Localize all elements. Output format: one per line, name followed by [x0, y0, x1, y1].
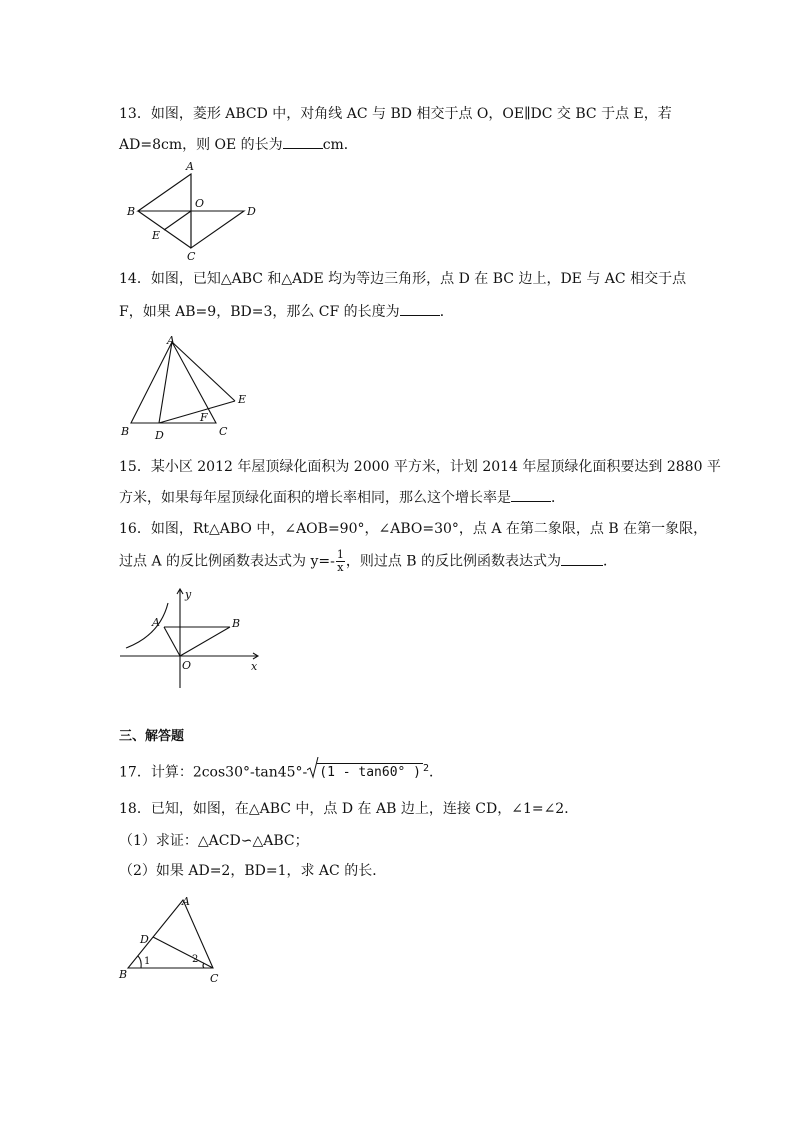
label-x: x	[251, 660, 258, 673]
label-b: B	[232, 617, 241, 630]
q16-line2-text: 过点 A 的反比例函数表达式为 y=-	[119, 553, 335, 570]
label-c: C	[219, 425, 228, 438]
q18-part1: （1）求证：△ACD∽△ABC；	[119, 833, 309, 849]
q14-line2-text: F，如果 AB=9，BD=3，那么 CF 的长度为	[119, 304, 400, 320]
q16-line2-mid: ，则过点 B 的反比例函数表达式为	[345, 553, 562, 570]
q16-line2	[119, 549, 617, 574]
q13-line2-text: AD=8cm，则 OE 的长为	[119, 137, 283, 153]
q16-fraction: $\frac{1}{x}$	[336, 548, 344, 574]
section-heading: 三、解答题	[119, 729, 185, 744]
q13-line2	[119, 135, 358, 154]
q16-line1: 16．如图，Rt△ABO 中，∠AOB=90°，∠ABO=30°，点 A 在第二象限，点 B 在第一象限，	[119, 521, 708, 537]
label-f: F	[200, 411, 208, 424]
q14-answer-blank	[400, 302, 440, 316]
label-b: B	[121, 425, 130, 438]
label-d: D	[140, 933, 149, 946]
q15-answer-blank	[511, 488, 551, 502]
q14-triangles-figure	[118, 333, 268, 443]
label-a: A	[167, 334, 175, 347]
q16-answer-blank	[561, 552, 603, 566]
label-b: B	[119, 968, 128, 981]
label-angle-2: 2	[192, 954, 199, 965]
q14-line2	[119, 302, 454, 321]
q14-line1: 14．如图，已知△ABC 和△ADE 均为等边三角形，点 D 在 BC 边上，DE 与 AC 相交于点	[119, 271, 687, 287]
label-a: A	[152, 616, 160, 629]
q17-sqrt: (1 - tan60° ) $^2$	[307, 760, 429, 782]
label-d: D	[247, 205, 256, 218]
label-d: D	[155, 429, 164, 442]
q18-triangle-figure	[116, 892, 231, 987]
label-a: A	[186, 160, 194, 173]
q15-line2-end: ．	[551, 490, 565, 506]
angle-1-arc	[138, 956, 141, 968]
label-b: B	[127, 205, 136, 218]
q17-text: 17．计算：2cos30°-tan45°-	[119, 764, 308, 781]
angle-2-arc	[203, 963, 204, 968]
q18-part2: （2）如果 AD=2，BD=1，求 AC 的长．	[119, 863, 387, 879]
segment-ao	[164, 627, 180, 656]
segment-ob	[180, 627, 230, 656]
segment-de	[159, 401, 235, 423]
segment-ae	[172, 342, 235, 401]
hyperbola-branch	[126, 603, 168, 648]
label-c: C	[210, 972, 219, 985]
q15-line1: 15．某小区 2012 年屋顶绿化面积为 2000 平方米，计划 2014 年屋顶绿化面积要达到 2880 平	[119, 459, 721, 475]
q13-rhombus-figure	[118, 158, 268, 262]
q17-end: ．	[429, 764, 444, 781]
q13-line1: 13．如图，菱形 ABCD 中，对角线 AC 与 BD 相交于点 O，OE∥DC 交 BC 于点 E，若	[119, 106, 672, 122]
q16-coordinate-figure	[118, 585, 268, 690]
q15-line2-text: 方米，如果每年屋顶绿化面积的增长率相同，那么这个增长率是	[119, 490, 511, 506]
sqrt-sign-icon	[307, 757, 319, 779]
label-e: E	[152, 229, 161, 242]
q17-line	[119, 760, 443, 782]
label-c: C	[187, 250, 196, 262]
label-o: O	[182, 659, 192, 672]
label-angle-1: 1	[144, 956, 151, 967]
label-a: A	[182, 895, 190, 908]
q16-line2-end: ．	[603, 553, 618, 570]
label-o: O	[195, 197, 205, 210]
q13-line2-unit: cm．	[322, 137, 358, 153]
label-y: y	[185, 588, 192, 601]
q13-answer-blank	[283, 135, 323, 149]
segment-oe	[164, 211, 191, 230]
q18-line1: 18．已知，如图，在△ABC 中，点 D 在 AB 边上，连接 CD，∠1=∠2．	[119, 801, 579, 817]
q15-line2	[119, 488, 565, 507]
q14-line2-end: ．	[439, 304, 454, 320]
label-e: E	[238, 393, 247, 406]
